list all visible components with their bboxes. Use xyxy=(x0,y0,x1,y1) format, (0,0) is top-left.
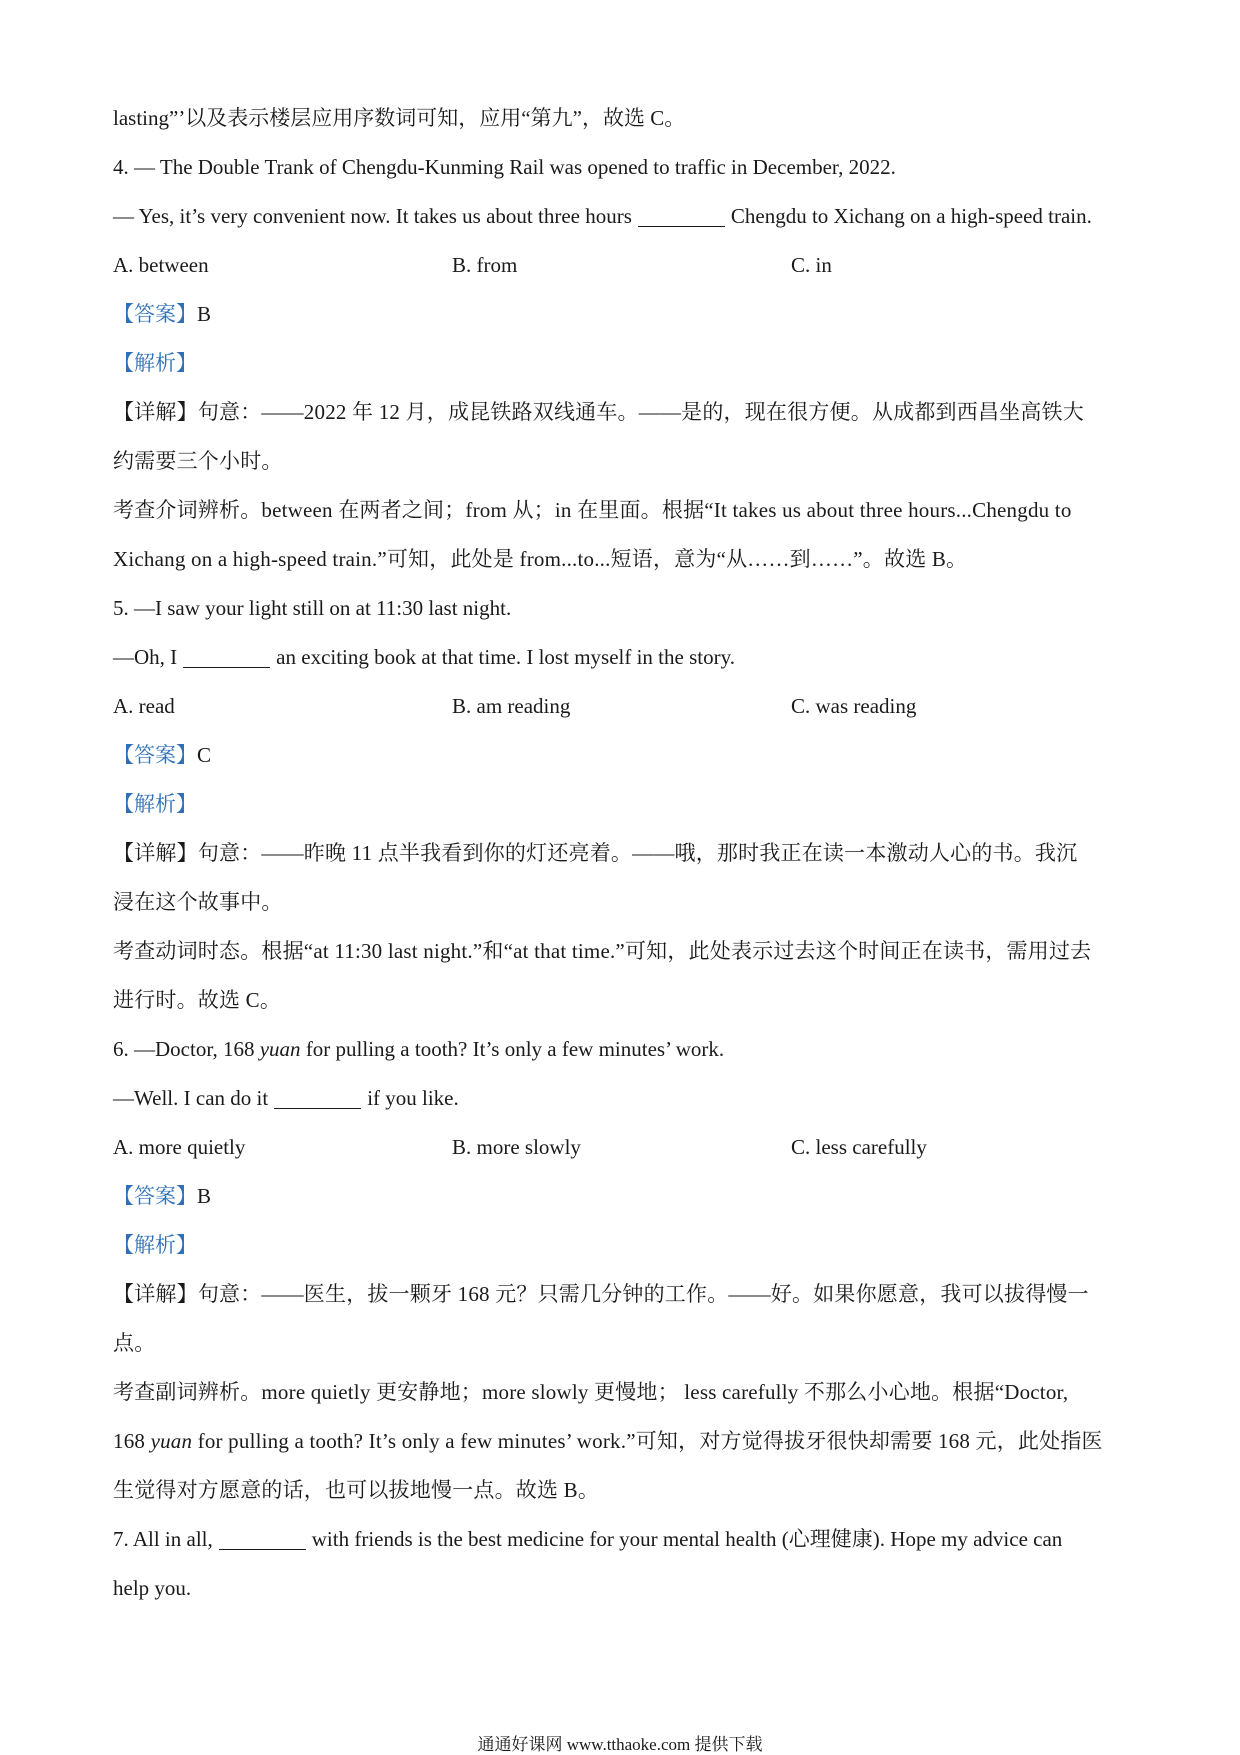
q6-answer xyxy=(113,1172,1143,1221)
q4-line2-after: Chengdu to Xichang on a high-speed train. xyxy=(730,204,1092,228)
q6-analysis xyxy=(113,1221,1143,1270)
q7-line1-before: 7. All in all, xyxy=(113,1527,213,1551)
q5-detail-tag: 【详解】 xyxy=(113,841,198,865)
q5-detail-1 xyxy=(113,829,1143,878)
q6-line2 xyxy=(113,1074,1143,1123)
q7-blank xyxy=(219,1548,306,1550)
q6-detail-2: 点。 xyxy=(113,1331,156,1355)
q6-detail-1-text: 句意：——医生，拔一颗牙 168 元？只需几分钟的工作。——好。如果你愿意，我可以拔得慢一 xyxy=(197,1282,1089,1306)
q4-detail-tag: 【详解】 xyxy=(113,400,198,424)
q6-line1-italic: yuan xyxy=(259,1037,301,1061)
q4-line1: 4. — The Double Trank of Chengdu-Kunming Rail was opened to traffic in December, 2022. xyxy=(113,155,896,179)
q5-option-c: C. was reading xyxy=(791,694,917,718)
previous-explanation-tail: lasting”’以及表示楼层应用序数词可知，应用“第九”，故选 C。 xyxy=(113,106,686,130)
q5-options xyxy=(113,682,1143,731)
q5-option-b: B. am reading xyxy=(452,694,571,718)
q6-option-a: A. more quietly xyxy=(113,1135,246,1159)
q6-detail-5: 生觉得对方愿意的话，也可以拔地慢一点。故选 B。 xyxy=(113,1478,600,1502)
q4-detail-3: 考查介词辨析。between 在两者之间；from 从；in 在里面。根据“It takes us about three hours...Chengdu to xyxy=(113,498,1072,522)
q6-detail-4-before: 168 xyxy=(113,1429,146,1453)
q4-analysis-tag: 【解析】 xyxy=(113,351,197,375)
q6-answer-value: B xyxy=(197,1184,212,1208)
q6-blank xyxy=(274,1107,361,1109)
q6-options xyxy=(113,1123,1143,1172)
q7-line1 xyxy=(113,1515,1143,1564)
q6-analysis-tag: 【解析】 xyxy=(113,1233,197,1257)
q7-line1-after: with friends is the best medicine for your mental health (心理健康). Hope my advice can xyxy=(311,1527,1063,1551)
document-body xyxy=(113,94,1143,1613)
q5-detail-3: 考查动词时态。根据“at 11:30 last night.”和“at that time.”可知，此处表示过去这个时间正在读书，需用过去 xyxy=(113,939,1092,963)
q6-line2-after: if you like. xyxy=(367,1086,459,1110)
q6-detail-1 xyxy=(113,1270,1143,1319)
q4-option-c: C. in xyxy=(791,253,832,277)
q4-answer-value: B xyxy=(197,302,212,326)
q5-line1: 5. —I saw your light still on at 11:30 last night. xyxy=(113,596,512,620)
q4-line2 xyxy=(113,192,1143,241)
q4-answer-tag: 【答案】 xyxy=(113,302,197,326)
q7-line2: help you. xyxy=(113,1576,192,1600)
q4-detail-1-text: 句意：——2022 年 12 月，成昆铁路双线通车。——是的，现在很方便。从成都到西昌坐高铁大 xyxy=(197,400,1084,424)
q4-line2-before: — Yes, it’s very convenient now. It takes us about three hours xyxy=(113,204,632,228)
q5-line2 xyxy=(113,633,1143,682)
q6-answer-tag: 【答案】 xyxy=(113,1184,197,1208)
q6-line1-after: for pulling a tooth? It’s only a few minutes’ work. xyxy=(305,1037,725,1061)
q4-detail-4: Xichang on a high-speed train.”可知，此处是 from...to...短语，意为“从……到……”。故选 B。 xyxy=(113,547,968,571)
q5-detail-4: 进行时。故选 C。 xyxy=(113,988,282,1012)
q5-answer-value: C xyxy=(197,743,212,767)
q4-answer xyxy=(113,290,1143,339)
q6-detail-tag: 【详解】 xyxy=(113,1282,198,1306)
q6-option-b: B. more slowly xyxy=(452,1135,581,1159)
q5-answer-tag: 【答案】 xyxy=(113,743,197,767)
q5-blank xyxy=(183,666,270,668)
q4-analysis xyxy=(113,339,1143,388)
q5-analysis-tag: 【解析】 xyxy=(113,792,197,816)
q5-line2-after: an exciting book at that time. I lost myself in the story. xyxy=(276,645,735,669)
q6-detail-4-italic: yuan xyxy=(150,1429,193,1453)
q4-options xyxy=(113,241,1143,290)
q6-detail-4 xyxy=(113,1417,1143,1466)
q6-option-c: C. less carefully xyxy=(791,1135,927,1159)
q6-line1 xyxy=(113,1025,1143,1074)
q6-detail-4-after: for pulling a tooth? It’s only a few minutes’ work.”可知，对方觉得拔牙很快却需要 168 元，此处指医 xyxy=(197,1429,1103,1453)
q4-option-b: B. from xyxy=(452,253,518,277)
q4-option-a: A. between xyxy=(113,253,209,277)
q5-analysis xyxy=(113,780,1143,829)
q4-detail-1 xyxy=(113,388,1143,437)
q5-answer xyxy=(113,731,1143,780)
q6-line2-before: —Well. I can do it xyxy=(113,1086,269,1110)
q5-option-a: A. read xyxy=(113,694,175,718)
q4-blank xyxy=(638,225,725,227)
page-footer: 通通好课网 www.tthaoke.com 提供下载 xyxy=(477,1735,763,1754)
q4-detail-2: 约需要三个小时。 xyxy=(113,449,283,473)
q6-line1-before: 6. —Doctor, 168 xyxy=(113,1037,255,1061)
q5-detail-1-text: 句意：——昨晚 11 点半我看到你的灯还亮着。——哦，那时我正在读一本激动人心的书。我沉 xyxy=(197,841,1078,865)
q5-line2-before: —Oh, I xyxy=(113,645,178,669)
q6-detail-3: 考查副词辨析。more quietly 更安静地；more slowly 更慢地； less carefully 不那么小心地。根据“Doctor, xyxy=(113,1380,1069,1404)
q5-detail-2: 浸在这个故事中。 xyxy=(113,890,283,914)
